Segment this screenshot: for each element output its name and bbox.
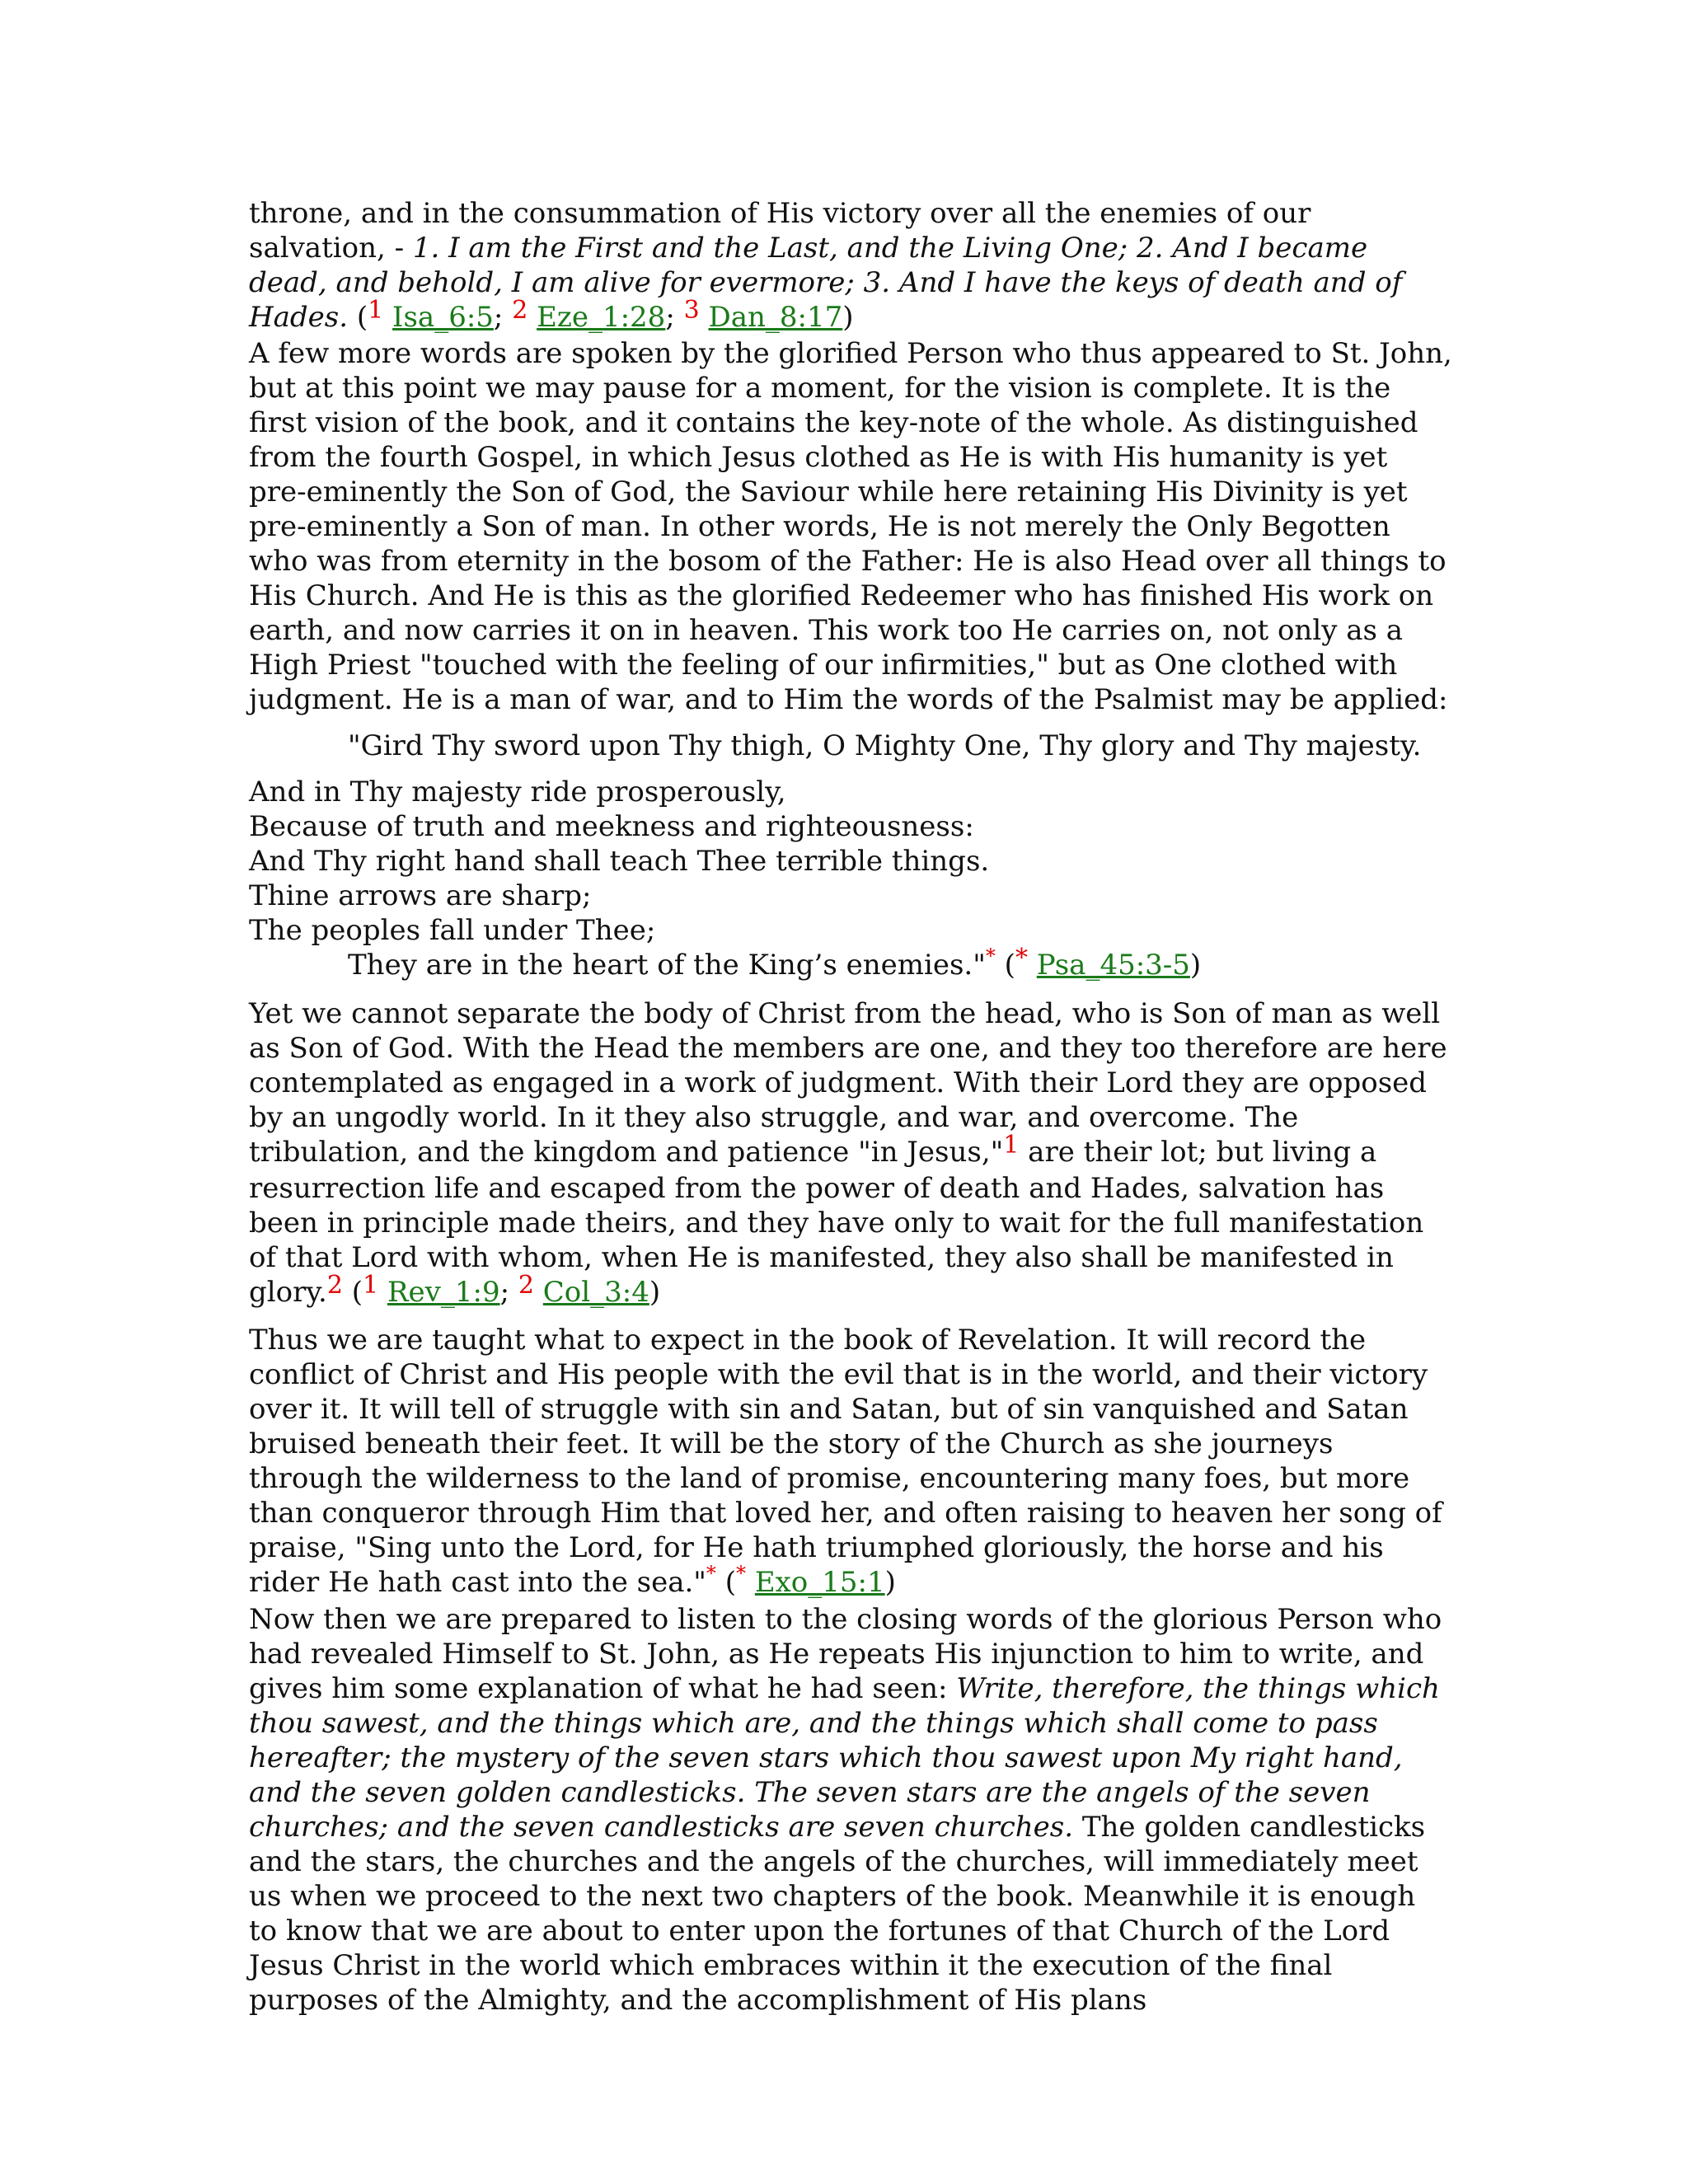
paragraph-1-text: throne, and in the consummation of His victory over all the enemies of our salvation, - (249, 197, 1311, 265)
scripture-link-isa-6-5[interactable]: Isa_6:5 (392, 301, 494, 334)
footnote-asterisk: * (1015, 944, 1028, 972)
psalm-quote-last-text: They are in the heart of the King’s enemies." (348, 949, 986, 982)
paren-close: ) (649, 1276, 661, 1309)
paren-open: ( (995, 949, 1015, 982)
paren-open: ( (342, 1276, 363, 1309)
psalm-quote-line: And Thy right hand shall teach Thee terrible things. (249, 845, 990, 878)
scripture-link-col-3-4[interactable]: Col_3:4 (542, 1276, 649, 1309)
paragraph-4-text: Thus we are taught what to expect in the book of Revelation. It will record the conflict of Christ and His people with the evil that is in the world, and their victory over it. It will tell of struggle with sin and Satan, but of sin vanquished and Satan bruised beneath their feet. It will be the story of the Church as she journeys through the wilderness to the land of promise, encountering many foes, but more than conqueror through Him that loved her, and often raising to heaven her song of praise, "Sing unto the Lord, for He hath triumphed gloriously, the horse and his rider He hath cast into the sea." (249, 1324, 1442, 1599)
paragraph-3 (249, 996, 1452, 1311)
footnote-marker: 2 (518, 1271, 534, 1300)
separator: ; (665, 301, 684, 334)
footnote-asterisk: * (736, 1562, 746, 1585)
psalm-quote-line: And in Thy majesty ride prosperously, (249, 776, 786, 808)
psalm-quote-line: Because of truth and meekness and righteousness: (249, 810, 974, 843)
scripture-link-dan-8-17[interactable]: Dan_8:17 (708, 301, 843, 334)
psalm-quote-body (249, 775, 1452, 948)
separator: ; (499, 1276, 518, 1309)
paragraph-2: A few more words are spoken by the glorified Person who thus appeared to St. John, but at this point we may pause for a moment, for the vision is complete. It is the first vision of the book, and it contains the key-note of the whole. As distinguished from the fourth Gospel, in which Jesus clothed as He is with His humanity is yet pre-eminently the Son of God, the Saviour while here retaining His Divinity is yet pre-eminently a Son of man. In other words, He is not merely the Only Begotten who was from eternity in the bosom of the Father: He is also Head over all things to His Church. And He is this as the glorified Redeemer who has finished His work on earth, and now carries it on in heaven. This work too He carries on, not only as a High Priest "touched with the feeling of our infirmities," but as One clothed with judgment. He is a man of war, and to Him the words of the Psalmist may be applied: (249, 337, 1452, 716)
footnote-asterisk: * (706, 1562, 716, 1585)
paren-close: ) (842, 301, 854, 334)
paren-close: ) (884, 1566, 896, 1599)
paragraph-3-text-a: Yet we cannot separate the body of Christ from the head, who is Son of man as well as Son of God. With the Head the members are one, and they too therefore are here contemplated as engaged in a work of judgment. With their Lord they are opposed by an ungodly world. In it they also struggle, and war, and overcome. The tribulation, and the kingdom and patience "in Jesus," (249, 997, 1447, 1169)
paragraph-4 (249, 1323, 1452, 1602)
paragraph-3-text-b: are their lot; but living a resurrection life and escaped from the power of death and Hades, salvation has been in principle made theirs, and they have only to wait for the full manifestation of that Lord with whom, when He is manifested, they also shall be manifested in glory. (249, 1136, 1424, 1309)
psalm-quote-first-line: "Gird Thy sword upon Thy thigh, O Mighty One, Thy glory and Thy majesty. (348, 729, 1422, 762)
scripture-link-eze-1-28[interactable]: Eze_1:28 (537, 301, 666, 334)
footnote-marker: 1 (363, 1271, 379, 1300)
scripture-link-exo-15-1[interactable]: Exo_15:1 (754, 1566, 885, 1599)
paren-open: ( (348, 301, 368, 334)
document-page (249, 196, 1452, 2018)
footnote-marker: 3 (683, 296, 700, 325)
psalm-quote-line: Thine arrows are sharp; (249, 879, 592, 912)
footnote-marker: 1 (1003, 1131, 1020, 1160)
footnote-marker: 2 (512, 296, 528, 325)
paren-open: ( (715, 1566, 736, 1599)
paragraph-5-text-b: The golden candlesticks and the stars, the churches and the angels of the churches, will immediately meet us when we proceed to the next two chapters of the book. Meanwhile it is enough to know that we are about to enter upon the fortunes of that Church of the Lord Jesus Christ in the world which embraces within it the execution of the final purposes of the Almighty, and the accomplishment of His plans (249, 1811, 1426, 2017)
paragraph-5 (249, 1602, 1452, 2018)
paragraph-5-text-a: Now then we are prepared to listen to the closing words of the glorious Person who had revealed Himself to St. John, as He repeats His injunction to him to write, and gives him some explanation of what he had seen: (249, 1603, 1442, 1705)
scripture-link-rev-1-9[interactable]: Rev_1:9 (387, 1276, 500, 1309)
footnote-asterisk: * (985, 944, 996, 968)
footnote-marker: 2 (326, 1271, 343, 1300)
separator: ; (493, 301, 513, 334)
psalm-quote-line: The peoples fall under Thee; (249, 914, 656, 947)
psalm-quote-last-line (249, 944, 1452, 985)
scripture-link-psa-45-3-5[interactable]: Psa_45:3-5 (1036, 949, 1190, 982)
paragraph-5-italic-a: Write, therefore, the things which thou sawest, and the things which are, and the things which shall come to pass hereafter; the mystery of the seven stars which thou sawest upon My right hand, and the seven golden candlesticks. (249, 1672, 1440, 1809)
space (745, 1776, 754, 1809)
footnote-marker: 1 (368, 296, 384, 325)
paragraph-1-italic: 1. I am the First and the Last, and the Living One; 2. And I became dead, and behold, I am alive for evermore; 3. And I have the keys of death and of Hades. (249, 232, 1403, 334)
paragraph-1 (249, 196, 1452, 336)
paragraph-5-italic-b: The seven stars are the angels of the seven churches; and the seven candlesticks are seven churches. (249, 1776, 1371, 1844)
paren-close: ) (1189, 949, 1202, 982)
